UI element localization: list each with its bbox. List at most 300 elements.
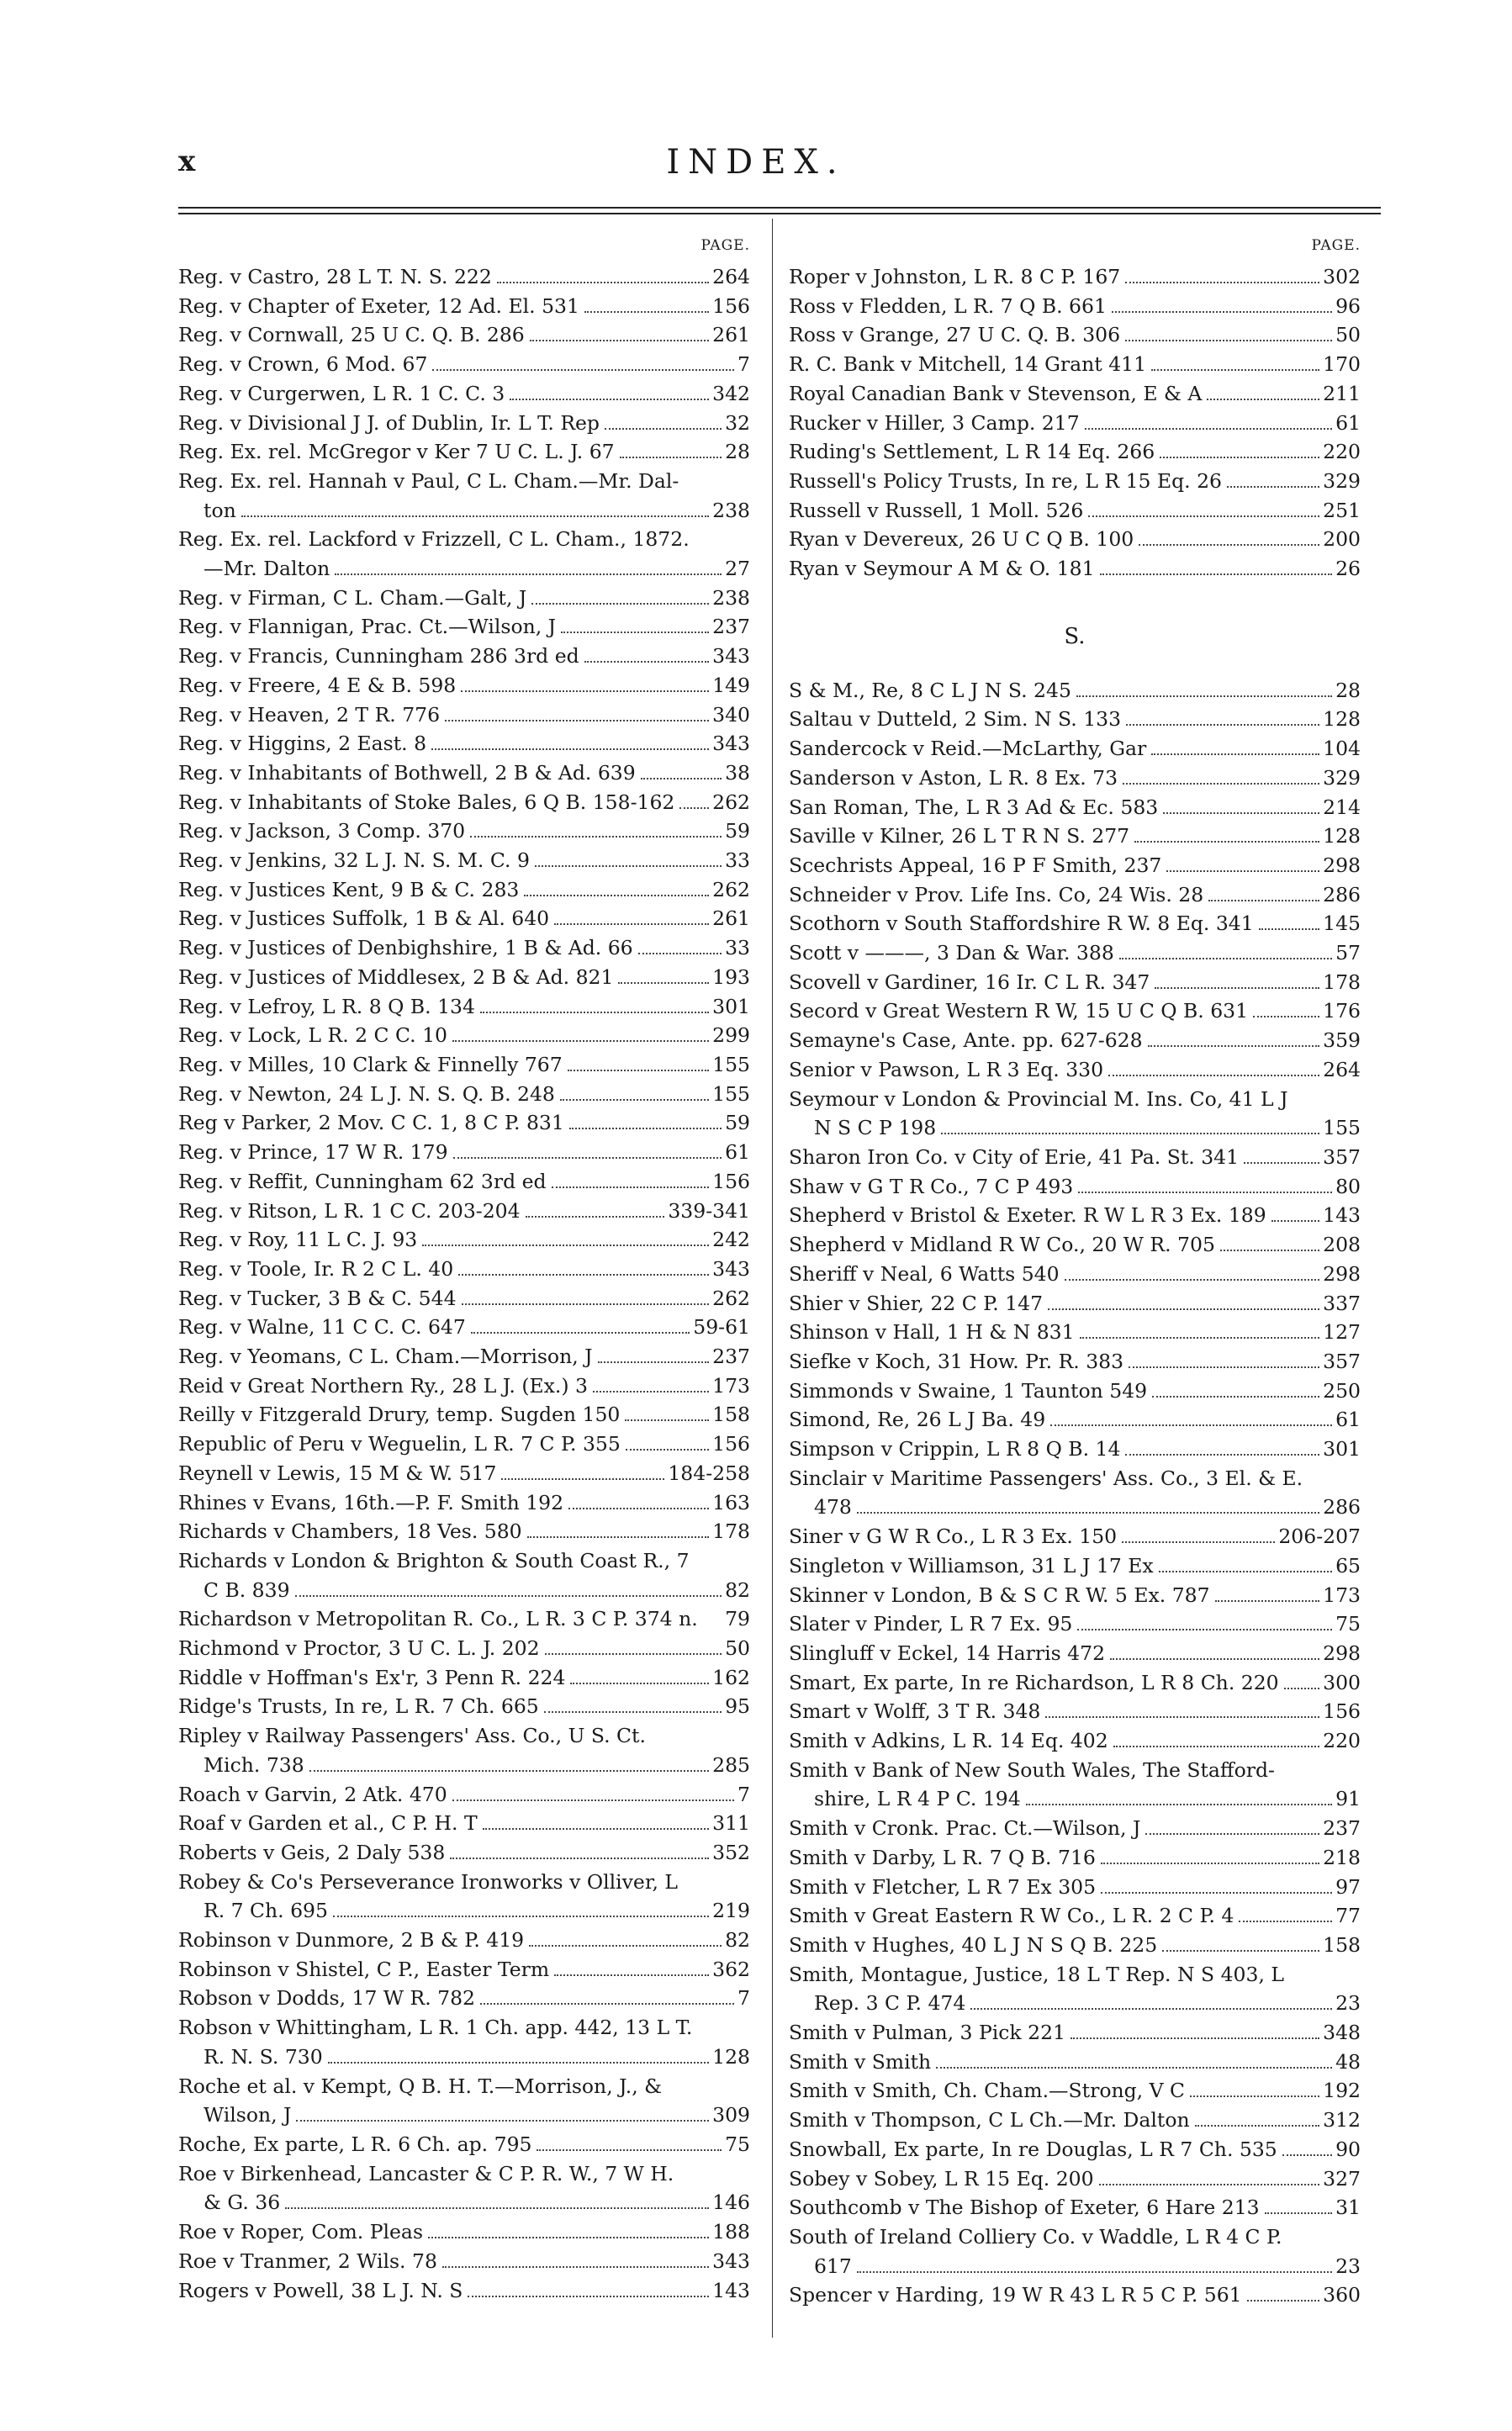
page-reference: 31 [1335,2196,1361,2220]
dot-leader [1080,1337,1320,1339]
index-entry [178,1926,750,1955]
entry-line [789,2106,1361,2135]
index-entry [789,1901,1361,1931]
entry-line [789,1609,1361,1639]
dot-leader [285,2207,709,2209]
entry-text: R. C. Bank v Mitchell, 14 Grant 411 [789,352,1147,377]
entry-text: Ryan v Seymour A M & O. 181 [789,557,1095,581]
dot-leader [452,1040,709,1042]
page-reference: 298 [1323,853,1361,877]
page-reference: 7 [737,1782,750,1806]
page-reference: 79 [725,1607,750,1631]
index-entry [178,846,750,875]
page-header [0,0,1512,202]
entry-line [789,2193,1361,2222]
page-reference: 312 [1323,2108,1361,2132]
entry-line [789,1318,1361,1347]
entry-line [789,938,1361,968]
entry-text: Scovell v Gardiner, 16 Ir. C L R. 347 [789,970,1150,994]
index-entry [178,1692,750,1721]
page-reference: 343 [712,644,750,669]
page-reference: 192 [1323,2079,1361,2103]
dot-leader [526,1216,665,1218]
page-reference: 38 [725,760,750,785]
dot-leader [483,1828,709,1830]
entry-text: Rhines v Evans, 16th.—P. F. Smith 192 [178,1490,564,1514]
entry-text: Scothorn v South Staffordshire R W. 8 Eq. 341 [789,912,1254,936]
page-reference: 128 [1323,824,1361,848]
entry-text: Smart, Ex parte, In re Richardson, L R 8 Ch. 220 [789,1670,1279,1694]
dot-leader [1271,1220,1319,1222]
dot-leader [431,748,709,750]
index-entry [178,758,750,788]
index-entry [789,764,1361,793]
dot-leader [450,1858,709,1859]
entry-line [178,292,750,321]
dot-leader [554,923,709,925]
page-reference: 149 [712,673,750,697]
entry-text: Reg. v Yeomans, C L. Cham.—Morrison, J [178,1345,593,1369]
page-reference: 343 [712,732,750,756]
entry-text: Roach v Garvin, 2 Atk. 470 [178,1782,447,1806]
entry-line [789,262,1361,292]
entry-line [789,1784,1361,1814]
entry-text: Riddle v Hoffman's Ex'r, 3 Penn R. 224 [178,1665,566,1689]
entry-line [178,1197,750,1226]
index-entry [789,676,1361,706]
dot-leader [1195,2125,1320,2127]
entry-line [789,1055,1361,1085]
dot-leader [1215,1600,1320,1602]
dot-leader [442,2266,709,2268]
right-column [789,237,1361,2310]
dot-leader [524,895,709,896]
dot-leader [1119,958,1332,959]
section-heading-s: S. [1064,623,1086,649]
entry-text: Simond, Re, 26 L J Ba. 49 [789,1408,1046,1432]
index-entry [178,1838,750,1868]
page-reference: 301 [712,994,750,1018]
page-reference: 337 [1323,1291,1361,1315]
page-reference: 26 [1335,557,1361,581]
entry-line [178,2276,750,2306]
page-reference: 156 [1323,1699,1361,1724]
page-number: x [178,145,196,178]
entry-text: Russell v Russell, 1 Moll. 526 [789,498,1084,522]
dot-leader [598,1361,710,1363]
index-entry [789,1668,1361,1698]
page-reference: 214 [1323,795,1361,819]
page-reference: 237 [712,615,750,639]
entry-line [178,1896,750,1926]
entry-text: Seymour v London & Provincial M. Ins. Co, 41 L J [789,1086,1288,1111]
entry-line [178,437,750,467]
entry-line [789,1931,1361,1960]
entry-line [789,1230,1361,1260]
entry-text: Reg v Parker, 2 Mov. C C. 1, 8 C P. 831 [178,1111,564,1135]
entry-line [178,1225,750,1255]
dot-leader [560,1099,709,1101]
entry-text: Secord v Great Western R W, 15 U C Q B. 631 [789,999,1249,1023]
index-entry [789,1873,1361,1902]
entry-line [789,525,1361,554]
entry-text: Mich. 738 [204,1752,304,1777]
dot-leader [530,340,709,341]
page-reference: 262 [712,790,750,814]
entry-text: Smith v Pulman, 3 Pick 221 [789,2021,1065,2045]
index-entry [789,938,1361,968]
dot-leader [1190,2095,1319,2097]
header-rule-top [178,207,1381,209]
dot-leader [432,369,734,371]
entry-text: Rogers v Powell, 38 L J. N. S [178,2278,463,2302]
entry-text: Richmond v Proctor, 3 U C. L. J. 202 [178,1636,540,1661]
entry-line [178,409,750,438]
page-reference: 301 [1323,1437,1361,1461]
dot-leader [422,1245,709,1246]
entry-text: Reg. v Jackson, 3 Comp. 370 [178,819,466,843]
page-reference: 163 [712,1490,750,1514]
entry-line [178,350,750,379]
dot-leader [1078,1192,1332,1193]
dot-leader [857,2271,1332,2273]
entry-text: Sinclair v Maritime Passengers' Ass. Co., 3 El. & E. [789,1466,1303,1490]
dot-leader [1108,1075,1319,1076]
dot-leader [1253,1016,1319,1017]
entry-text: Republic of Peru v Weguelin, L R. 7 C P. 355 [178,1432,621,1456]
index-entry [789,350,1361,379]
page-reference: 299 [712,1023,750,1048]
dot-leader [1077,1629,1332,1630]
page-reference: 261 [712,323,750,347]
entry-text: R. 7 Ch. 695 [204,1899,328,1923]
entry-line [178,1955,750,1984]
page-title: INDEX. [666,143,846,182]
entry-line [789,705,1361,734]
page-reference: 61 [1335,410,1361,435]
index-entry [178,2130,750,2159]
entry-text: Senior v Pawson, L R 3 Eq. 330 [789,1057,1104,1081]
index-entry [789,1522,1361,1551]
entry-text: Siefke v Koch, 31 How. Pr. R. 383 [789,1349,1124,1373]
dot-leader [480,1012,709,1013]
entry-line [178,729,750,758]
entry-line [789,2135,1361,2164]
index-entry [178,1108,750,1138]
entry-text: Simpson v Crippin, L R 8 Q B. 14 [789,1437,1121,1461]
index-entry [178,1809,750,1838]
index-entry [789,467,1361,496]
entry-line [789,1347,1361,1377]
entry-text: 617 [814,2254,852,2278]
entry-text: Reg. v Divisional J J. of Dublin, Ir. L T. Rep [178,410,600,435]
index-entry [789,1609,1361,1639]
entry-text: Reg. v Roy, 11 L C. J. 93 [178,1228,418,1252]
page-reference: 65 [1335,1553,1361,1578]
left-entry-list [178,262,750,2305]
entry-text: Robey & Co's Perseverance Ironworks v Olliver, L [178,1869,679,1894]
entry-text: N S C P 198 [814,1116,937,1140]
entry-line [789,437,1361,467]
dot-leader [428,2237,709,2238]
entry-line [789,1201,1361,1230]
entry-text: Reg. v Ritson, L R. 1 C C. 203-204 [178,1198,521,1223]
page-column-label: PAGE. [700,237,750,254]
page-reference: 145 [1323,912,1361,936]
entry-line [178,816,750,846]
dot-leader [544,1711,722,1713]
page-reference: 80 [1335,1174,1361,1198]
dot-leader [333,1916,709,1917]
entry-line [178,933,750,963]
page-reference: 91 [1335,1787,1361,1811]
entry-line [178,642,750,671]
index-entry [178,1080,750,1109]
page-reference: 339-341 [668,1198,750,1223]
entry-text: Richardson v Metropolitan R. Co., L R. 3 C P. 374 n. [178,1607,698,1631]
entry-text: C B. 839 [204,1578,290,1602]
entry-text: Ripley v Railway Passengers' Ass. Co., U S. Ct. [178,1724,646,1748]
index-entry [178,1430,750,1459]
entry-line [789,409,1361,438]
entry-text: Skinner v London, B & S C R W. 5 Ex. 787 [789,1583,1210,1607]
entry-line [178,1517,750,1546]
index-entry [178,1167,750,1197]
page-reference: 309 [712,2103,750,2127]
dot-leader [445,720,709,721]
dot-leader [1045,1716,1319,1718]
page-reference: 158 [1323,1932,1361,1957]
entry-text: Scott v ———, 3 Dan & War. 388 [789,941,1114,965]
page-reference: 237 [712,1345,750,1369]
page-reference: 184-258 [668,1461,750,1485]
dot-leader [1227,486,1319,488]
dot-leader [527,1536,710,1538]
page-reference: 23 [1335,1991,1361,2016]
entry-text: Wilson, J [204,2103,292,2127]
entry-text: Reg. v Higgins, 2 East. 8 [178,732,427,756]
index-entry [789,2193,1361,2222]
entry-line [178,1371,750,1401]
dot-leader [1151,369,1319,371]
index-entry [178,584,750,613]
entry-text: Reg. v Inhabitants of Stoke Bales, 6 Q B. 158-162 [178,790,675,814]
entry-text: Roberts v Geis, 2 Daly 538 [178,1840,446,1864]
dot-leader [1207,399,1319,400]
dot-leader [1284,1688,1320,1689]
page-reference: 286 [1323,1495,1361,1519]
dot-leader [593,1391,709,1393]
index-entry [178,2013,750,2071]
dot-leader [552,1186,710,1188]
page-reference: 262 [712,1286,750,1310]
entry-text: Reg. v Crown, 6 Mod. 67 [178,352,428,377]
index-entry [178,1634,750,1663]
entry-text: Rucker v Hiller, 3 Camp. 217 [789,410,1080,435]
page-reference: 360 [1323,2283,1361,2307]
page-reference: 219 [712,1899,750,1923]
page-reference: 286 [1323,882,1361,906]
index-entry [789,1201,1361,1230]
entry-line [178,612,750,642]
entry-text: Schneider v Prov. Life Ins. Co, 24 Wis. 28 [789,882,1204,906]
index-entry [789,1931,1361,1960]
index-entry [178,379,750,409]
entry-line [789,1989,1361,2018]
entry-text: Reg. v Cornwall, 25 U C. Q. B. 286 [178,323,525,347]
index-entry [789,1756,1361,1814]
entry-text: Smith v Great Eastern R W Co., L R. 2 C P. 4 [789,1904,1234,1928]
dot-leader [1125,1454,1319,1456]
entry-text: Spencer v Harding, 19 W R 43 L R 5 C P. 561 [789,2283,1242,2307]
entry-text: Roe v Tranmer, 2 Wils. 78 [178,2249,437,2273]
index-entry [789,793,1361,822]
entry-line [789,2280,1361,2310]
index-entry [789,1551,1361,1581]
entry-line [789,1026,1361,1055]
header-rule-bottom [178,213,1381,214]
entry-text: Smith v Adkins, L R. 14 Eq. 402 [789,1729,1108,1753]
index-entry [789,437,1361,467]
index-entry [178,1225,750,1255]
index-entry [178,875,750,905]
entry-text: Smith, Montague, Justice, 18 L T Rep. N S 403, L [789,1962,1285,1986]
entry-line [789,1493,1361,1522]
entry-line [789,1260,1361,1289]
entry-line [789,1581,1361,1610]
index-entry [789,851,1361,880]
entry-text: Sanderson v Aston, L R. 8 Ex. 73 [789,765,1118,790]
entry-text: Reg. v Chapter of Exeter, 12 Ad. El. 531 [178,293,579,318]
entry-line [789,1435,1361,1464]
entry-line [178,1692,750,1721]
index-entry [789,1289,1361,1319]
entry-text: Reg. v Toole, Ir. R 2 C L. 40 [178,1256,454,1281]
dot-leader [452,1799,734,1801]
dot-leader [1050,1424,1332,1426]
index-entry [789,1726,1361,1756]
entry-line [178,904,750,933]
entry-line [178,1167,750,1197]
index-entry [789,880,1361,910]
page-reference: 357 [1323,1144,1361,1169]
page-reference: 146 [712,2191,750,2215]
dot-leader [537,2149,722,2151]
dot-leader [1163,812,1319,814]
entry-line [789,554,1361,584]
page-reference: 173 [712,1373,750,1398]
dot-leader [470,836,722,838]
entry-line [178,379,750,409]
index-entry [178,1021,750,1050]
index-entry [789,705,1361,734]
page-reference: 193 [712,964,750,989]
index-entry [178,525,750,583]
index-entry [178,1868,750,1926]
dot-leader [1247,2300,1320,2302]
index-entry [789,1639,1361,1668]
entry-line [789,1522,1361,1551]
entry-text: Reilly v Fitzgerald Drury, temp. Sugden 150 [178,1403,621,1427]
page-reference: 342 [712,381,750,405]
dot-leader [1125,340,1332,341]
index-entry [178,612,750,642]
entry-line [789,467,1361,496]
entry-text: Smith v Darby, L R. 7 Q B. 716 [789,1845,1096,1869]
entry-line [789,496,1361,526]
entry-text: Simmonds v Swaine, 1 Taunton 549 [789,1378,1148,1403]
index-entry [178,933,750,963]
page-reference: 61 [725,1140,750,1165]
index-entry [789,1260,1361,1289]
entry-line [178,1838,750,1868]
index-entry [178,1400,750,1430]
entry-line [789,2164,1361,2194]
entry-line [789,764,1361,793]
page-reference: 57 [1335,941,1361,965]
index-entry [178,1604,750,1634]
index-entry [178,1984,750,2013]
page-reference: 359 [1323,1028,1361,1053]
index-entry [178,2217,750,2247]
entry-text: Reg. v Lock, L R. 2 C C. 10 [178,1023,447,1048]
dot-leader [1126,724,1319,726]
entry-line [789,1843,1361,1873]
index-entry [789,996,1361,1026]
entry-line [789,1668,1361,1698]
index-entry [178,2072,750,2130]
entry-line [178,1780,750,1810]
entry-text: Smith v Fletcher, L R 7 Ex 305 [789,1874,1097,1899]
entry-line [178,1809,750,1838]
entry-text: ton [204,498,236,522]
dot-leader [529,1945,722,1947]
dot-leader [1026,1804,1332,1805]
dot-leader [970,2008,1332,2010]
dot-leader [1151,753,1319,755]
page-reference: 178 [1323,970,1361,994]
page-reference: 77 [1335,1904,1361,1928]
dot-leader [295,1595,722,1597]
entry-line [178,1430,750,1459]
page-reference: 128 [712,2044,750,2069]
entry-text: Smith v Thompson, C L Ch.—Mr. Dalton [789,2108,1190,2132]
entry-text: Roche, Ex parte, L R. 6 Ch. ap. 795 [178,2132,532,2156]
entry-line [789,320,1361,350]
entry-text: & G. 36 [204,2191,281,2215]
index-entry [178,700,750,730]
entry-text: Reg. v Reffit, Cunningham 62 3rd ed [178,1169,547,1193]
index-entry [178,788,750,817]
dot-leader [1113,1746,1319,1747]
page-reference: 61 [1335,1408,1361,1432]
entry-text: Rep. 3 C P. 474 [814,1991,966,2016]
index-entry [178,409,750,438]
entry-line [178,2101,750,2130]
entry-line [789,1113,1361,1143]
page-reference: 327 [1323,2166,1361,2191]
index-entry [178,1050,750,1080]
dot-leader [1048,1308,1319,1310]
index-entry [178,2159,750,2217]
page-reference: 302 [1323,265,1361,288]
entry-line [789,676,1361,706]
entry-line [789,292,1361,321]
page-reference: 143 [1323,1203,1361,1228]
dot-leader [296,2120,709,2122]
entry-text: Singleton v Williamson, 31 L J 17 Ex [789,1553,1154,1578]
page-reference: 104 [1323,737,1361,761]
